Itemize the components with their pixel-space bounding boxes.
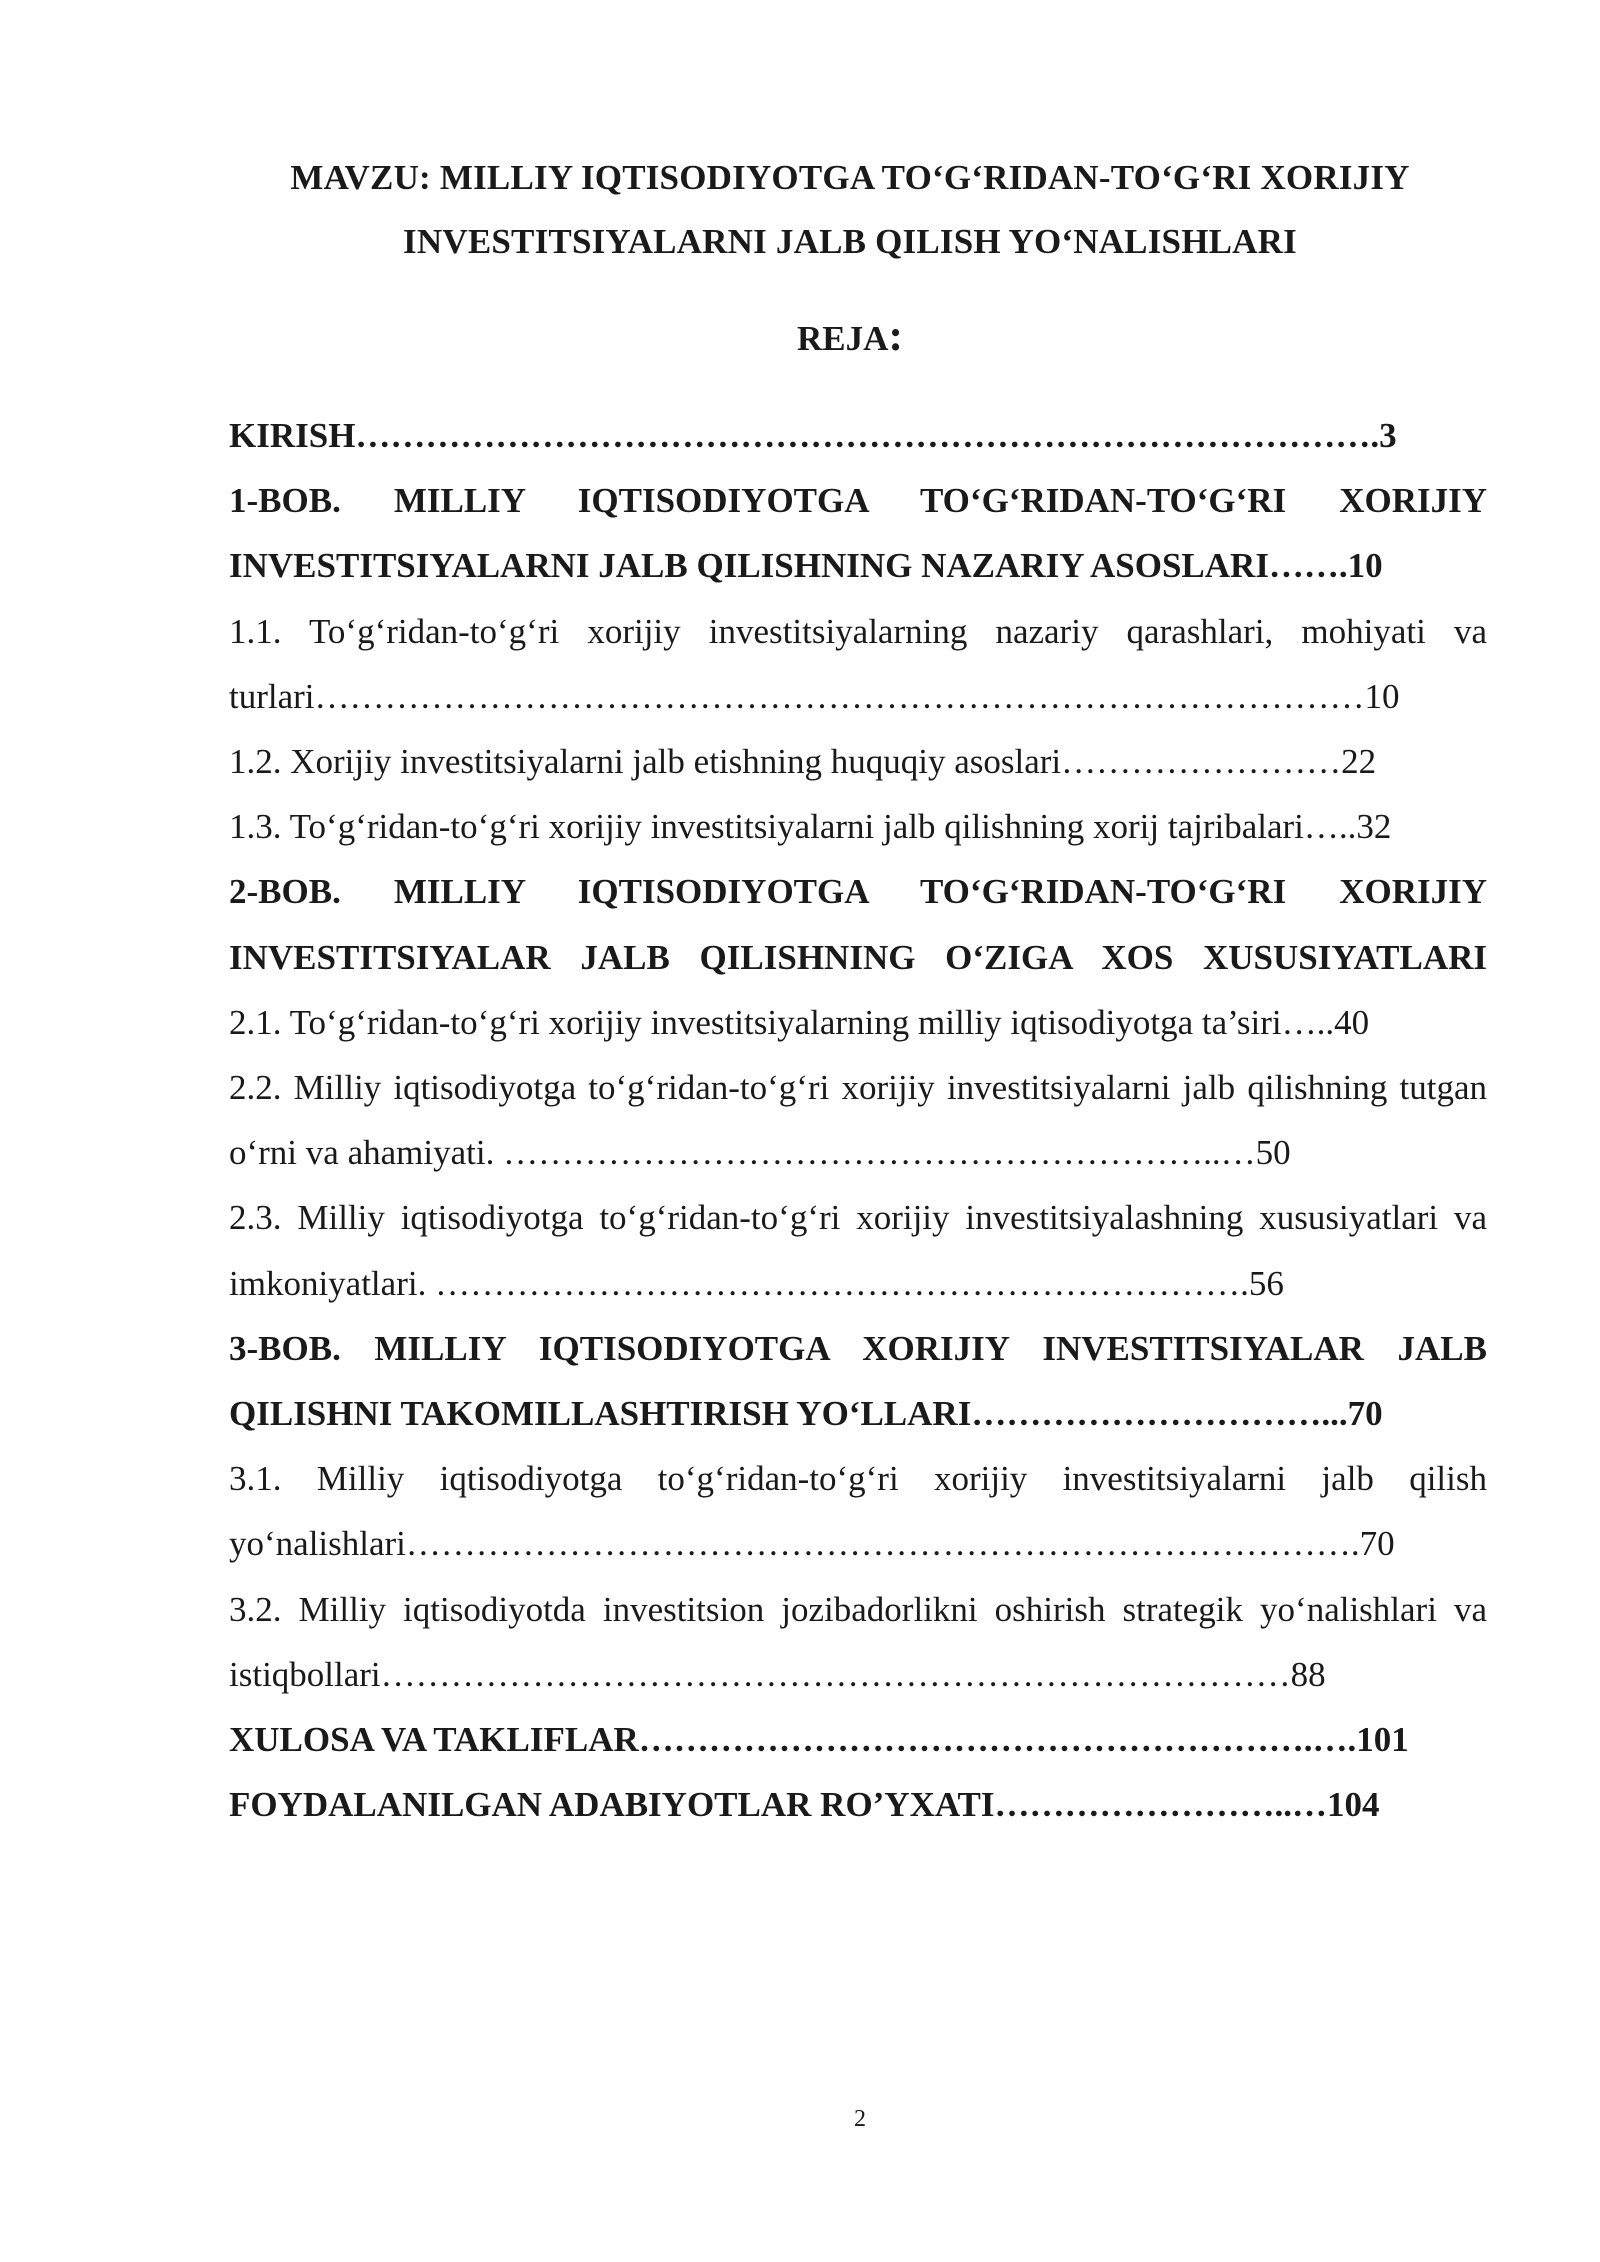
toc-entry-section-3-1: 3.1. Milliy iqtisodiyotga to‘g‘ridan-to‘g‘ri xorijiy investitsiyalarni jalb qilish yo‘nalishlari……………………………………………………………………….70: [229, 1459, 1487, 1564]
toc-entry-section-1-3: 1.3. To‘g‘ridan-to‘g‘ri xorijiy investitsiyalarni jalb qilishning xorij tajribalari…..32: [229, 807, 1392, 847]
toc-entry-chapter-1: 1-BOB. MILLIY IQTISODIYOTGA TO‘G‘RIDAN-TO‘G‘RI XORIJIY INVESTITSIYALARNI JALB QILISHNING NAZARIY ASOSLARI…….10: [229, 481, 1487, 586]
plan-label: REJA: [796, 319, 889, 358]
toc-entry-chapter-2: 2-BOB. MILLIY IQTISODIYOTGA TO‘G‘RIDAN-TO‘G‘RI XORIJIY INVESTITSIYALAR JALB QILISHNING O‘ZIGA XOS XUSUSIYATLARI: [229, 872, 1487, 977]
page-number: 2: [854, 2106, 866, 2132]
document-title: [230, 146, 1470, 274]
table-of-contents: [229, 403, 1487, 1837]
plan-colon: :: [888, 311, 904, 360]
title-line-2: INVESTITSIYALARNI JALB QILISH YO‘NALISHLARI: [403, 222, 1297, 261]
plan-heading: [230, 310, 1470, 365]
toc-entry-chapter-3: 3-BOB. MILLIY IQTISODIYOTGA XORIJIY INVESTITSIYALAR JALB QILISHNI TAKOMILLASHTIRISH YO‘LLARI…………………………...70: [229, 1328, 1487, 1434]
toc-entry-section-1-1: 1.1. To‘g‘ridan-to‘g‘ri xorijiy investitsiyalarning nazariy qarashlari, mohiyati va turlari………………………………………………………………………………10: [229, 611, 1487, 716]
toc-entry-section-1-2: 1.2. Xorijiy investitsiyalarni jalb etishning huquqiy asoslari……………………22: [229, 742, 1377, 782]
toc-entry-introduction: KIRISH…………………………………………………………………………….3: [229, 416, 1397, 455]
toc-entry-section-2-2: 2.2. Milliy iqtisodiyotga to‘g‘ridan-to‘g‘ri xorijiy investitsiyalarni jalb qilishning tutgan o‘rni va ahamiyati. ……………………………………………………..…50: [229, 1068, 1487, 1173]
toc-entry-section-2-3: 2.3. Milliy iqtisodiyotga to‘g‘ridan-to‘g‘ri xorijiy investitsiyalashning xususiyatlari va imkoniyatlari. …………………………………………………………….56: [229, 1198, 1487, 1303]
toc-entry-section-3-2: 3.2. Milliy iqtisodiyotda investitsion jozibadorlikni oshirish strategik yo‘nalishlari va istiqbollari……………………………………………………………………88: [229, 1589, 1487, 1694]
toc-entry-references: FOYDALANILGAN ADABIYOTLAR RO’YXATI……………………..…104: [229, 1785, 1380, 1825]
toc-entry-section-2-1: 2.1. To‘g‘ridan-to‘g‘ri xorijiy investitsiyalarning milliy iqtisodiyotga ta’siri…..40: [229, 1002, 1370, 1042]
title-line-1: MAVZU: MILLIY IQTISODIYOTGA TO‘G‘RIDAN-TO‘G‘RI XORIJIY: [290, 158, 1410, 197]
toc-entry-conclusion: XULOSA VA TAKLIFLAR………………………………………………….….101: [229, 1720, 1409, 1760]
